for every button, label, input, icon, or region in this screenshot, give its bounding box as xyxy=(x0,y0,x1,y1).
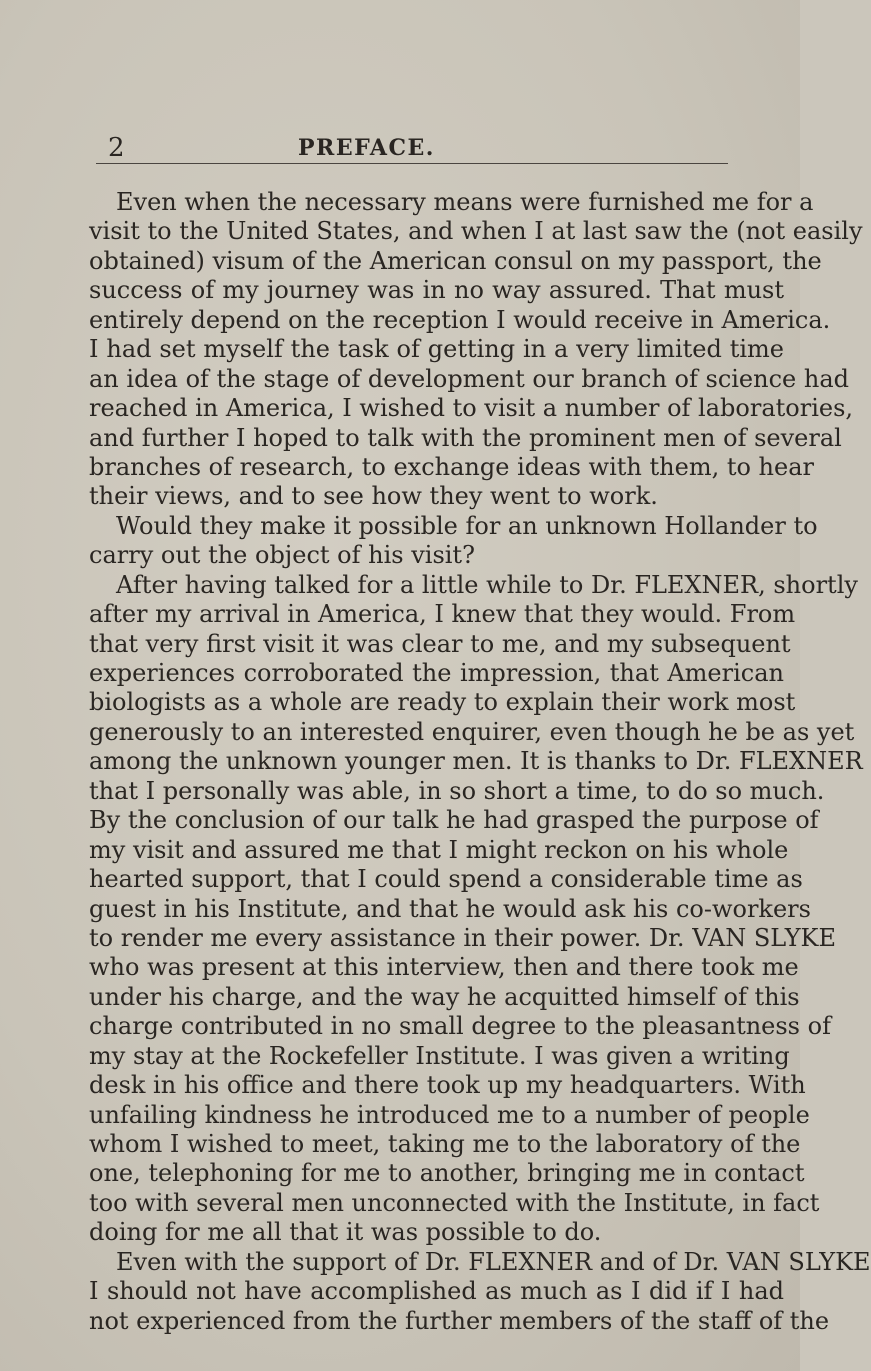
text-line: that very first visit it was clear to me, and my subsequent xyxy=(89,629,791,658)
text-line: experiences corroborated the impression, that American xyxy=(89,659,784,687)
text-line: guest in his Institute, and that he would ask his co-workers xyxy=(89,894,811,923)
header-rule xyxy=(96,163,728,164)
page-number: 2 xyxy=(108,133,125,163)
text-line: not experienced from the further members of the staff of the xyxy=(89,1306,830,1335)
text-line: I should not have accomplished as much as I did if I had xyxy=(89,1277,784,1306)
text-line: desk in his office and there took up my headquarters. With xyxy=(89,1071,806,1100)
text-line: that I personally was able, in so short a time, to do so much. xyxy=(89,776,825,805)
text-line: By the conclusion of our talk he had grasped the purpose of xyxy=(89,806,819,835)
text-line: obtained) visum of the American consul on my passport, the xyxy=(89,246,822,275)
text-line: I had set myself the task of getting in a very limited time xyxy=(89,335,784,364)
text-line: whom I wished to meet, taking me to the laboratory of the xyxy=(89,1130,801,1158)
text-line: an idea of the stage of development our branch of science had xyxy=(89,364,849,393)
text-line: who was present at this interview, then and there took me xyxy=(89,953,799,982)
text-line: branches of research, to exchange ideas with them, to hear xyxy=(89,452,814,481)
body-text xyxy=(89,188,871,1336)
text-line: my stay at the Rockefeller Institute. I was given a writing xyxy=(89,1041,790,1070)
text-line: success of my journey was in no way assured. That must xyxy=(89,276,784,305)
text-line: Even when the necessary means were furnished me for a xyxy=(116,188,814,216)
text-line: their views, and to see how they went to work. xyxy=(89,482,658,511)
text-line: entirely depend on the reception I would receive in America. xyxy=(89,305,831,334)
text-line: one, telephoning for me to another, bringing me in contact xyxy=(89,1159,805,1188)
text-line: After having talked for a little while to Dr. FLEXNER, shortly xyxy=(116,570,858,599)
text-line: Would they make it possible for an unknown Hollander to xyxy=(116,511,818,540)
text-line: Even with the support of Dr. FLEXNER and of Dr. VAN SLYKE xyxy=(116,1247,871,1276)
text-line: doing for me all that it was possible to do. xyxy=(89,1218,602,1247)
text-line: hearted support, that I could spend a considerable time as xyxy=(89,865,803,894)
text-line: biologists as a whole are ready to explain their work most xyxy=(89,688,796,717)
text-line: after my arrival in America, I knew that they would. From xyxy=(89,600,796,629)
text-line: charge contributed in no small degree to the pleasantness of xyxy=(89,1012,831,1041)
text-line: visit to the United States, and when I at last saw the (not easily xyxy=(89,217,863,246)
running-title: PREFACE. xyxy=(298,135,435,161)
text-line: my visit and assured me that I might reckon on his whole xyxy=(89,835,789,864)
text-line: and further I hoped to talk with the prominent men of several xyxy=(89,423,842,452)
text-line: to render me every assistance in their power. Dr. VAN SLYKE xyxy=(89,923,836,952)
text-line: reached in America, I wished to visit a number of laboratories, xyxy=(89,394,854,423)
page-header xyxy=(0,128,800,168)
text-line: carry out the object of his visit? xyxy=(89,541,475,570)
text-line: among the unknown younger men. It is thanks to Dr. FLEXNER xyxy=(89,747,863,776)
text-line: too with several men unconnected with the Institute, in fact xyxy=(89,1188,820,1217)
text-line: unfailing kindness he introduced me to a number of people xyxy=(89,1100,810,1129)
text-line: generously to an interested enquirer, even though he be as yet xyxy=(89,717,855,746)
text-line: under his charge, and the way he acquitted himself of this xyxy=(89,982,800,1011)
